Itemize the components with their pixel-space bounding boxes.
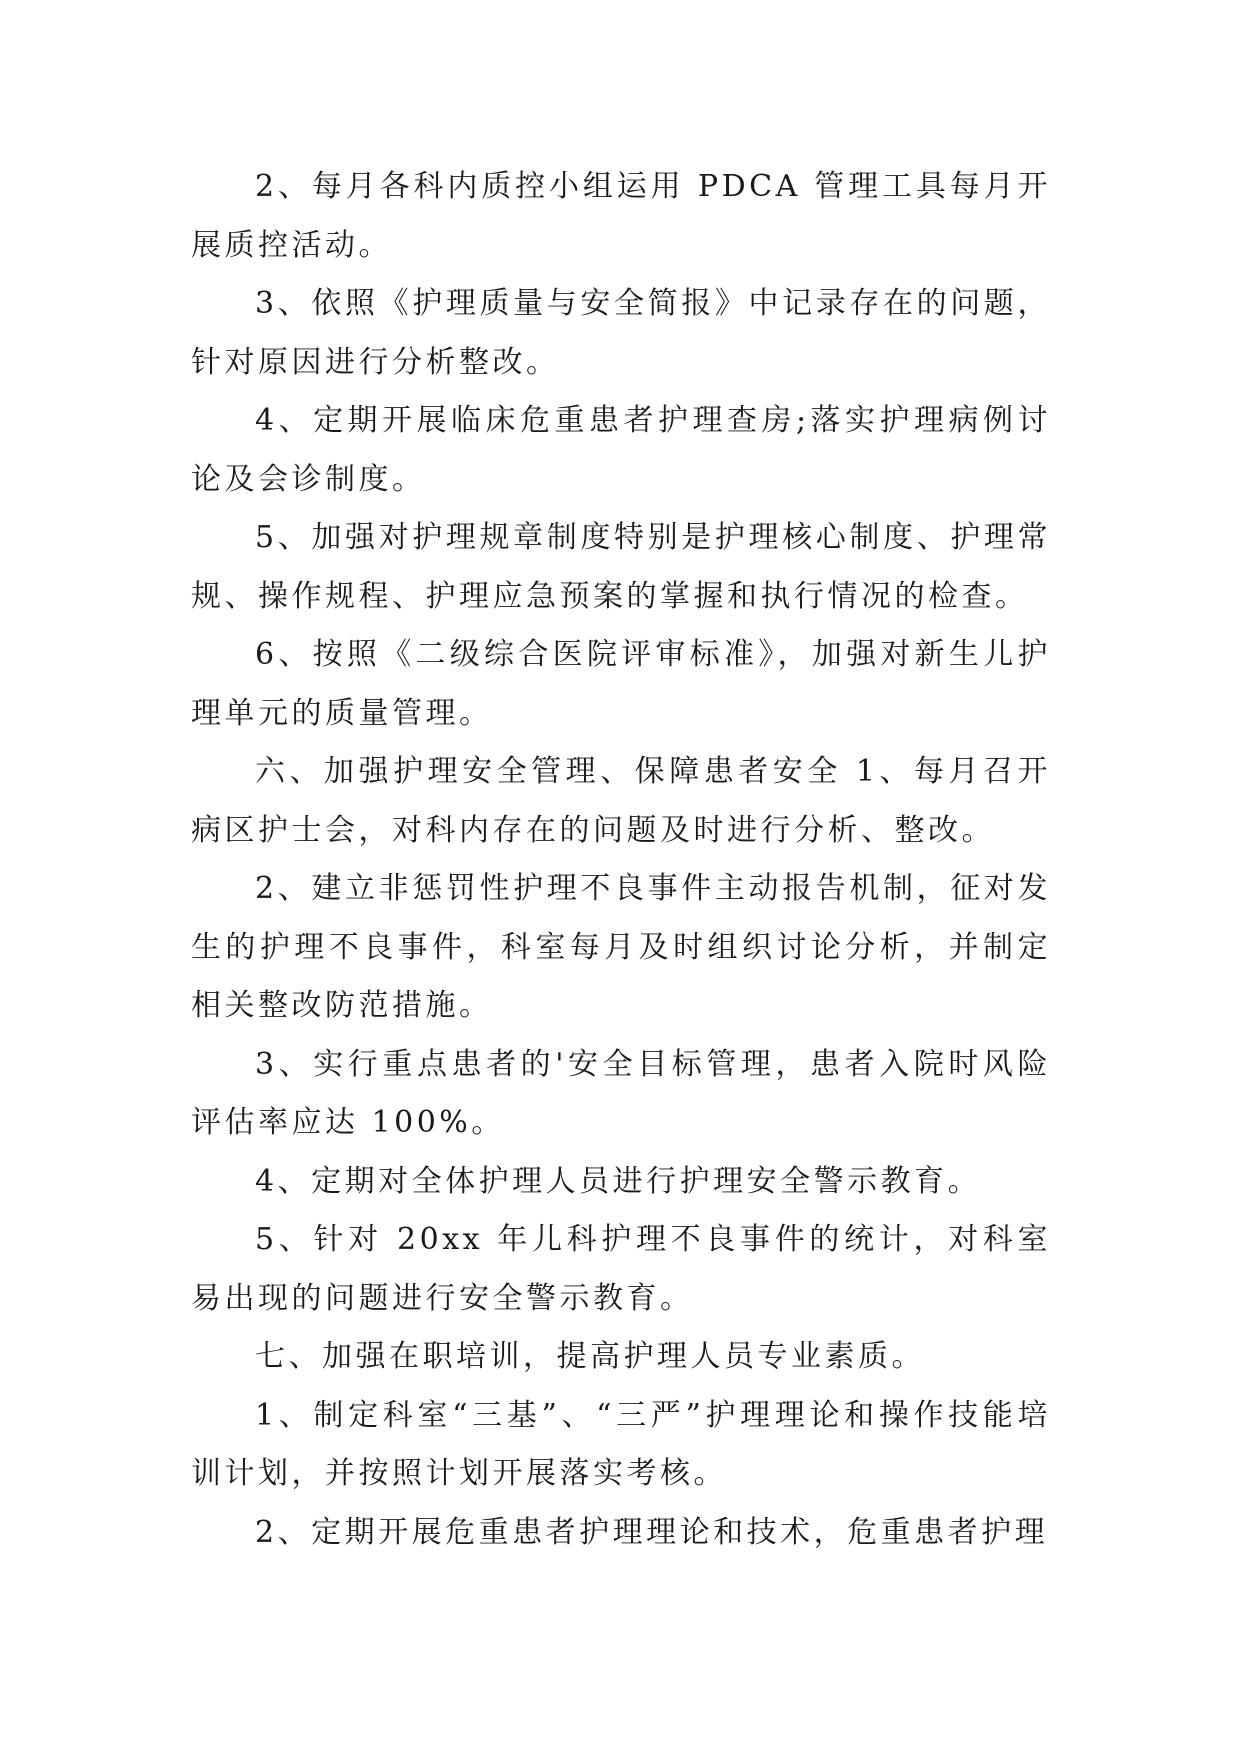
section-heading-six-safety: 六、加强护理安全管理、保障患者安全 1、每月召开病区护士会，对科内存在的问题及时进行分析、整改。 — [191, 754, 1051, 848]
document-body — [191, 158, 1051, 1562]
paragraph-item-4-ward-rounds: 4、定期开展临床危重患者护理查房;落实护理病例讨论及会诊制度。 — [191, 403, 1051, 497]
paragraph-item-2-pdca: 2、每月各科内质控小组运用 PDCA 管理工具每月开展质控活动。 — [191, 169, 1051, 263]
paragraph-item-6-newborn-unit: 6、按照《二级综合医院评审标准》，加强对新生儿护理单元的质量管理。 — [191, 637, 1051, 731]
section-heading-seven-training: 七、加强在职培训，提高护理人员专业素质。 — [255, 1339, 925, 1374]
paragraph-item-3-briefing: 3、依照《护理质量与安全简报》中记录存在的问题，针对原因进行分析整改。 — [191, 286, 1051, 380]
paragraph-item-4-warning-education: 4、定期对全体护理人员进行护理安全警示教育。 — [255, 1163, 982, 1199]
paragraph-item-1-training-plan: 1、制定科室“三基”、“三严”护理理论和操作技能培训计划，并按照计划开展落实考核。 — [191, 1397, 1051, 1491]
paragraph-item-3-safety-goals: 3、实行重点患者的'安全目标管理，患者入院时风险评估率应达 100%。 — [191, 1046, 1051, 1140]
paragraph-item-5-statistics: 5、针对 20xx 年儿科护理不良事件的统计，对科室易出现的问题进行安全警示教育。 — [191, 1222, 1051, 1316]
paragraph-item-5-regulations: 5、加强对护理规章制度特别是护理核心制度、护理常规、操作规程、护理应急预案的掌握和执行情况的检查。 — [191, 520, 1051, 614]
paragraph-item-2-reporting: 2、建立非惩罚性护理不良事件主动报告机制，征对发生的护理不良事件，科室每月及时组织讨论分析，并制定相关整改防范措施。 — [191, 871, 1051, 1023]
paragraph-item-2-critical-care: 2、定期开展危重患者护理理论和技术，危重患者护理 — [255, 1514, 1049, 1550]
